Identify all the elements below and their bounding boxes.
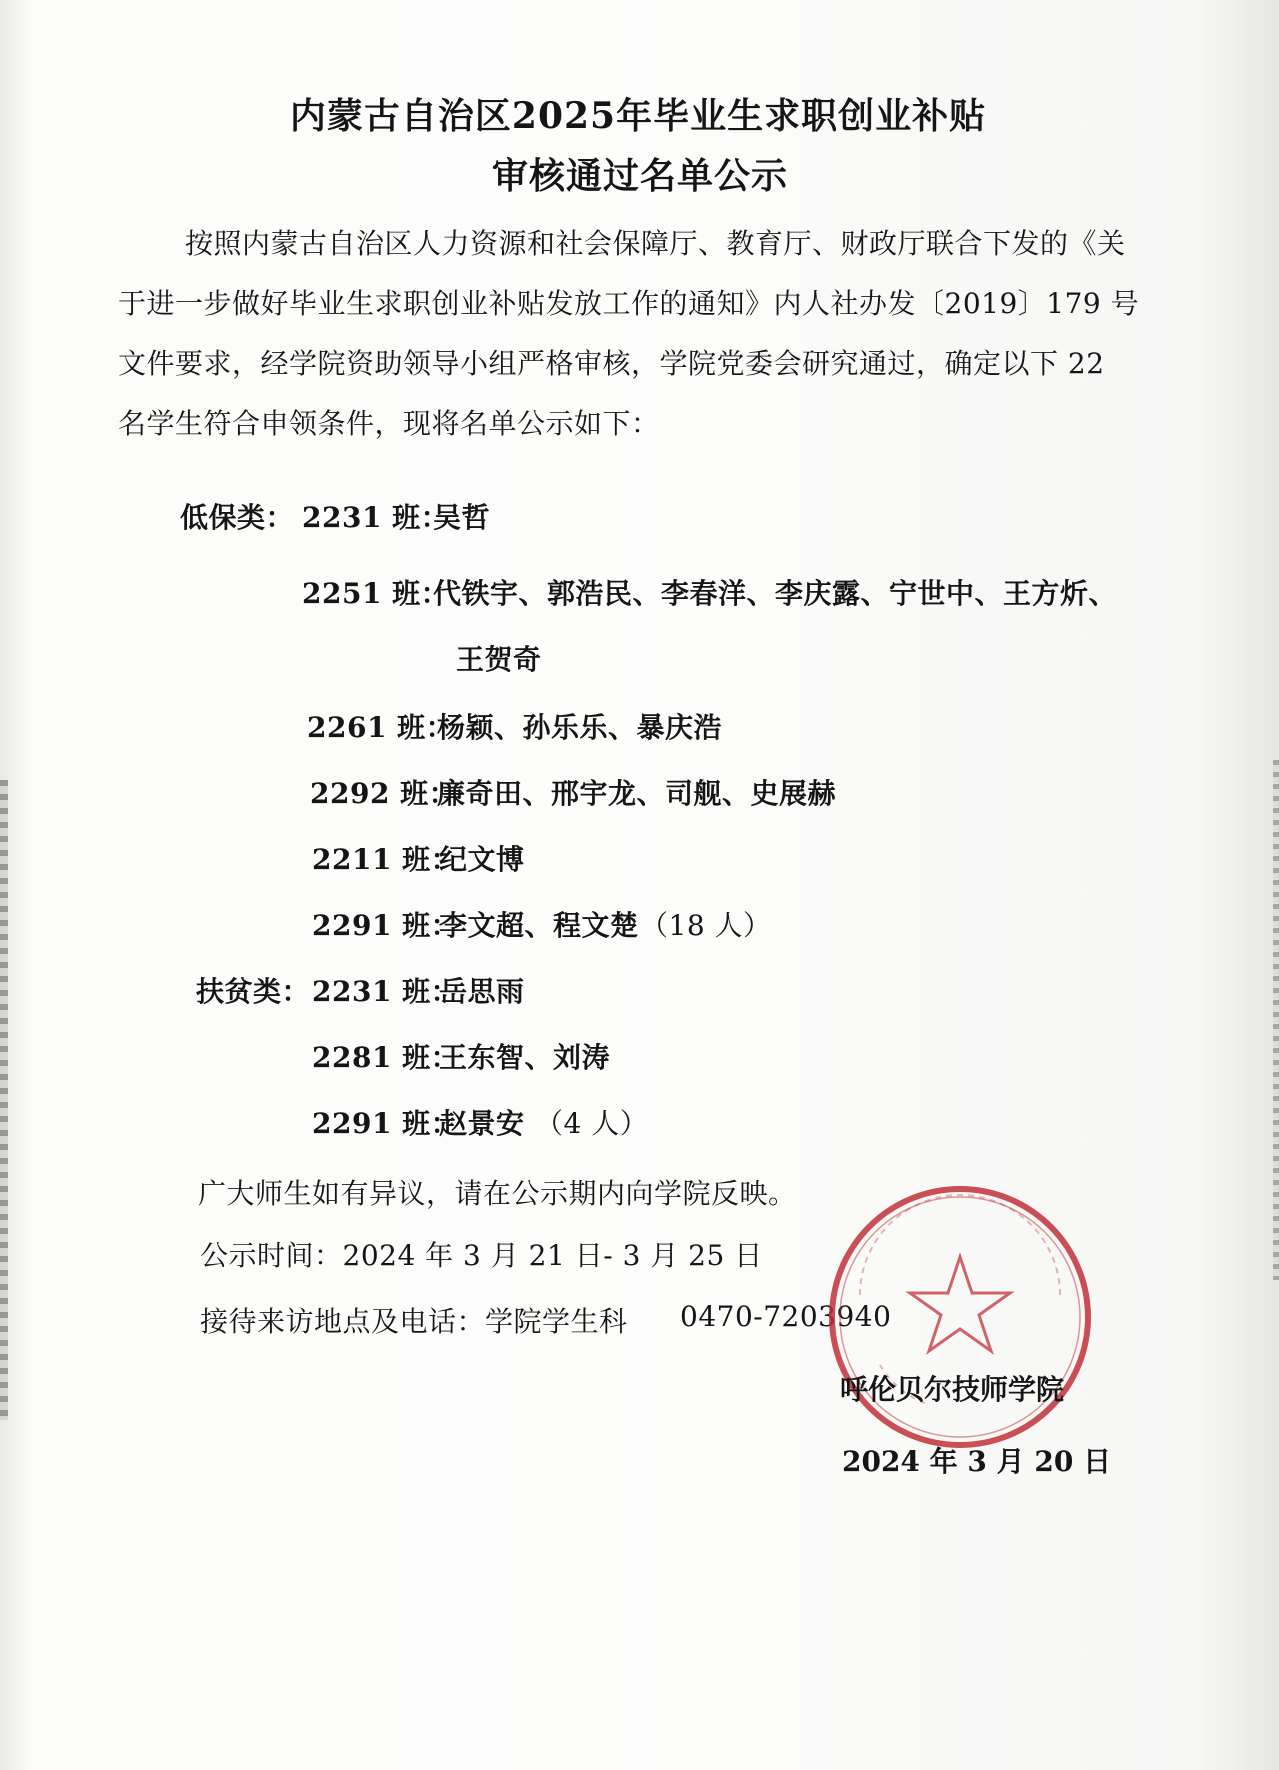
student-names: 廉奇田、邢宇龙、司舰、史展赫 [437,777,837,810]
class-label: 2292 班： [310,777,458,810]
student-names: 王东智、刘涛 [439,1041,611,1074]
student-names: 吴哲 [433,501,491,534]
class-label: 2211 班： [312,843,460,876]
issue-date: 2024 年 3 月 20 日 [842,1445,1112,1478]
objection-note: 广大师生如有异议，请在公示期内向学院反映。 [198,1177,797,1210]
student-names: 代铁宇、郭浩民、李春洋、李庆露、宁世中、王方炘、 [433,577,1118,610]
student-names: 纪文博 [439,843,525,876]
count-note: （4 人） [535,1107,649,1140]
official-seal-icon [820,1175,1100,1460]
count-note: （18 人） [640,909,772,942]
class-label: 2281 班： [312,1041,460,1074]
student-names: 李文超、程文楚 [439,909,639,942]
contact-location: 接待来访地点及电话：学院学生科 [200,1305,628,1338]
issuer-name: 呼伦贝尔技师学院 [840,1373,1065,1406]
student-names: 王贺奇 [456,643,542,676]
class-label: 2231 班： [302,501,450,534]
class-label: 2291 班： [312,1107,460,1140]
document-subtitle: 审核通过名单公示 [491,155,788,197]
class-label: 2231 班： [312,975,460,1008]
intro-line-3: 文件要求，经学院资助领导小组严格审核，学院党委会研究通过，确定以下 22 [118,347,1105,380]
contact-phone: 0470-7203940 [680,1300,892,1333]
category-label-dibao: 低保类： [180,501,295,534]
scan-edge-right [1273,760,1279,1280]
student-names: 赵景安 [439,1107,525,1140]
class-label: 2291 班： [312,909,460,942]
class-label: 2251 班： [302,577,450,610]
student-names: 杨颖、孙乐乐、暴庆浩 [437,711,723,744]
document-title: 内蒙古自治区2025年毕业生求职创业补贴 [289,95,987,137]
intro-line-4: 名学生符合申领条件，现将名单公示如下： [118,407,660,440]
intro-line-2: 于进一步做好毕业生求职创业补贴发放工作的通知》内人社办发〔2019〕179 号 [118,287,1140,320]
category-label-fupin: 扶贫类： [196,975,311,1008]
publicity-period: 公示时间：2024 年 3 月 21 日- 3 月 25 日 [200,1239,763,1272]
scan-edge-left [0,780,8,1420]
student-names: 岳思雨 [439,975,525,1008]
class-label: 2261 班： [307,711,455,744]
intro-line-1: 按照内蒙古自治区人力资源和社会保障厅、教育厅、财政厅联合下发的《关 [185,227,1126,260]
